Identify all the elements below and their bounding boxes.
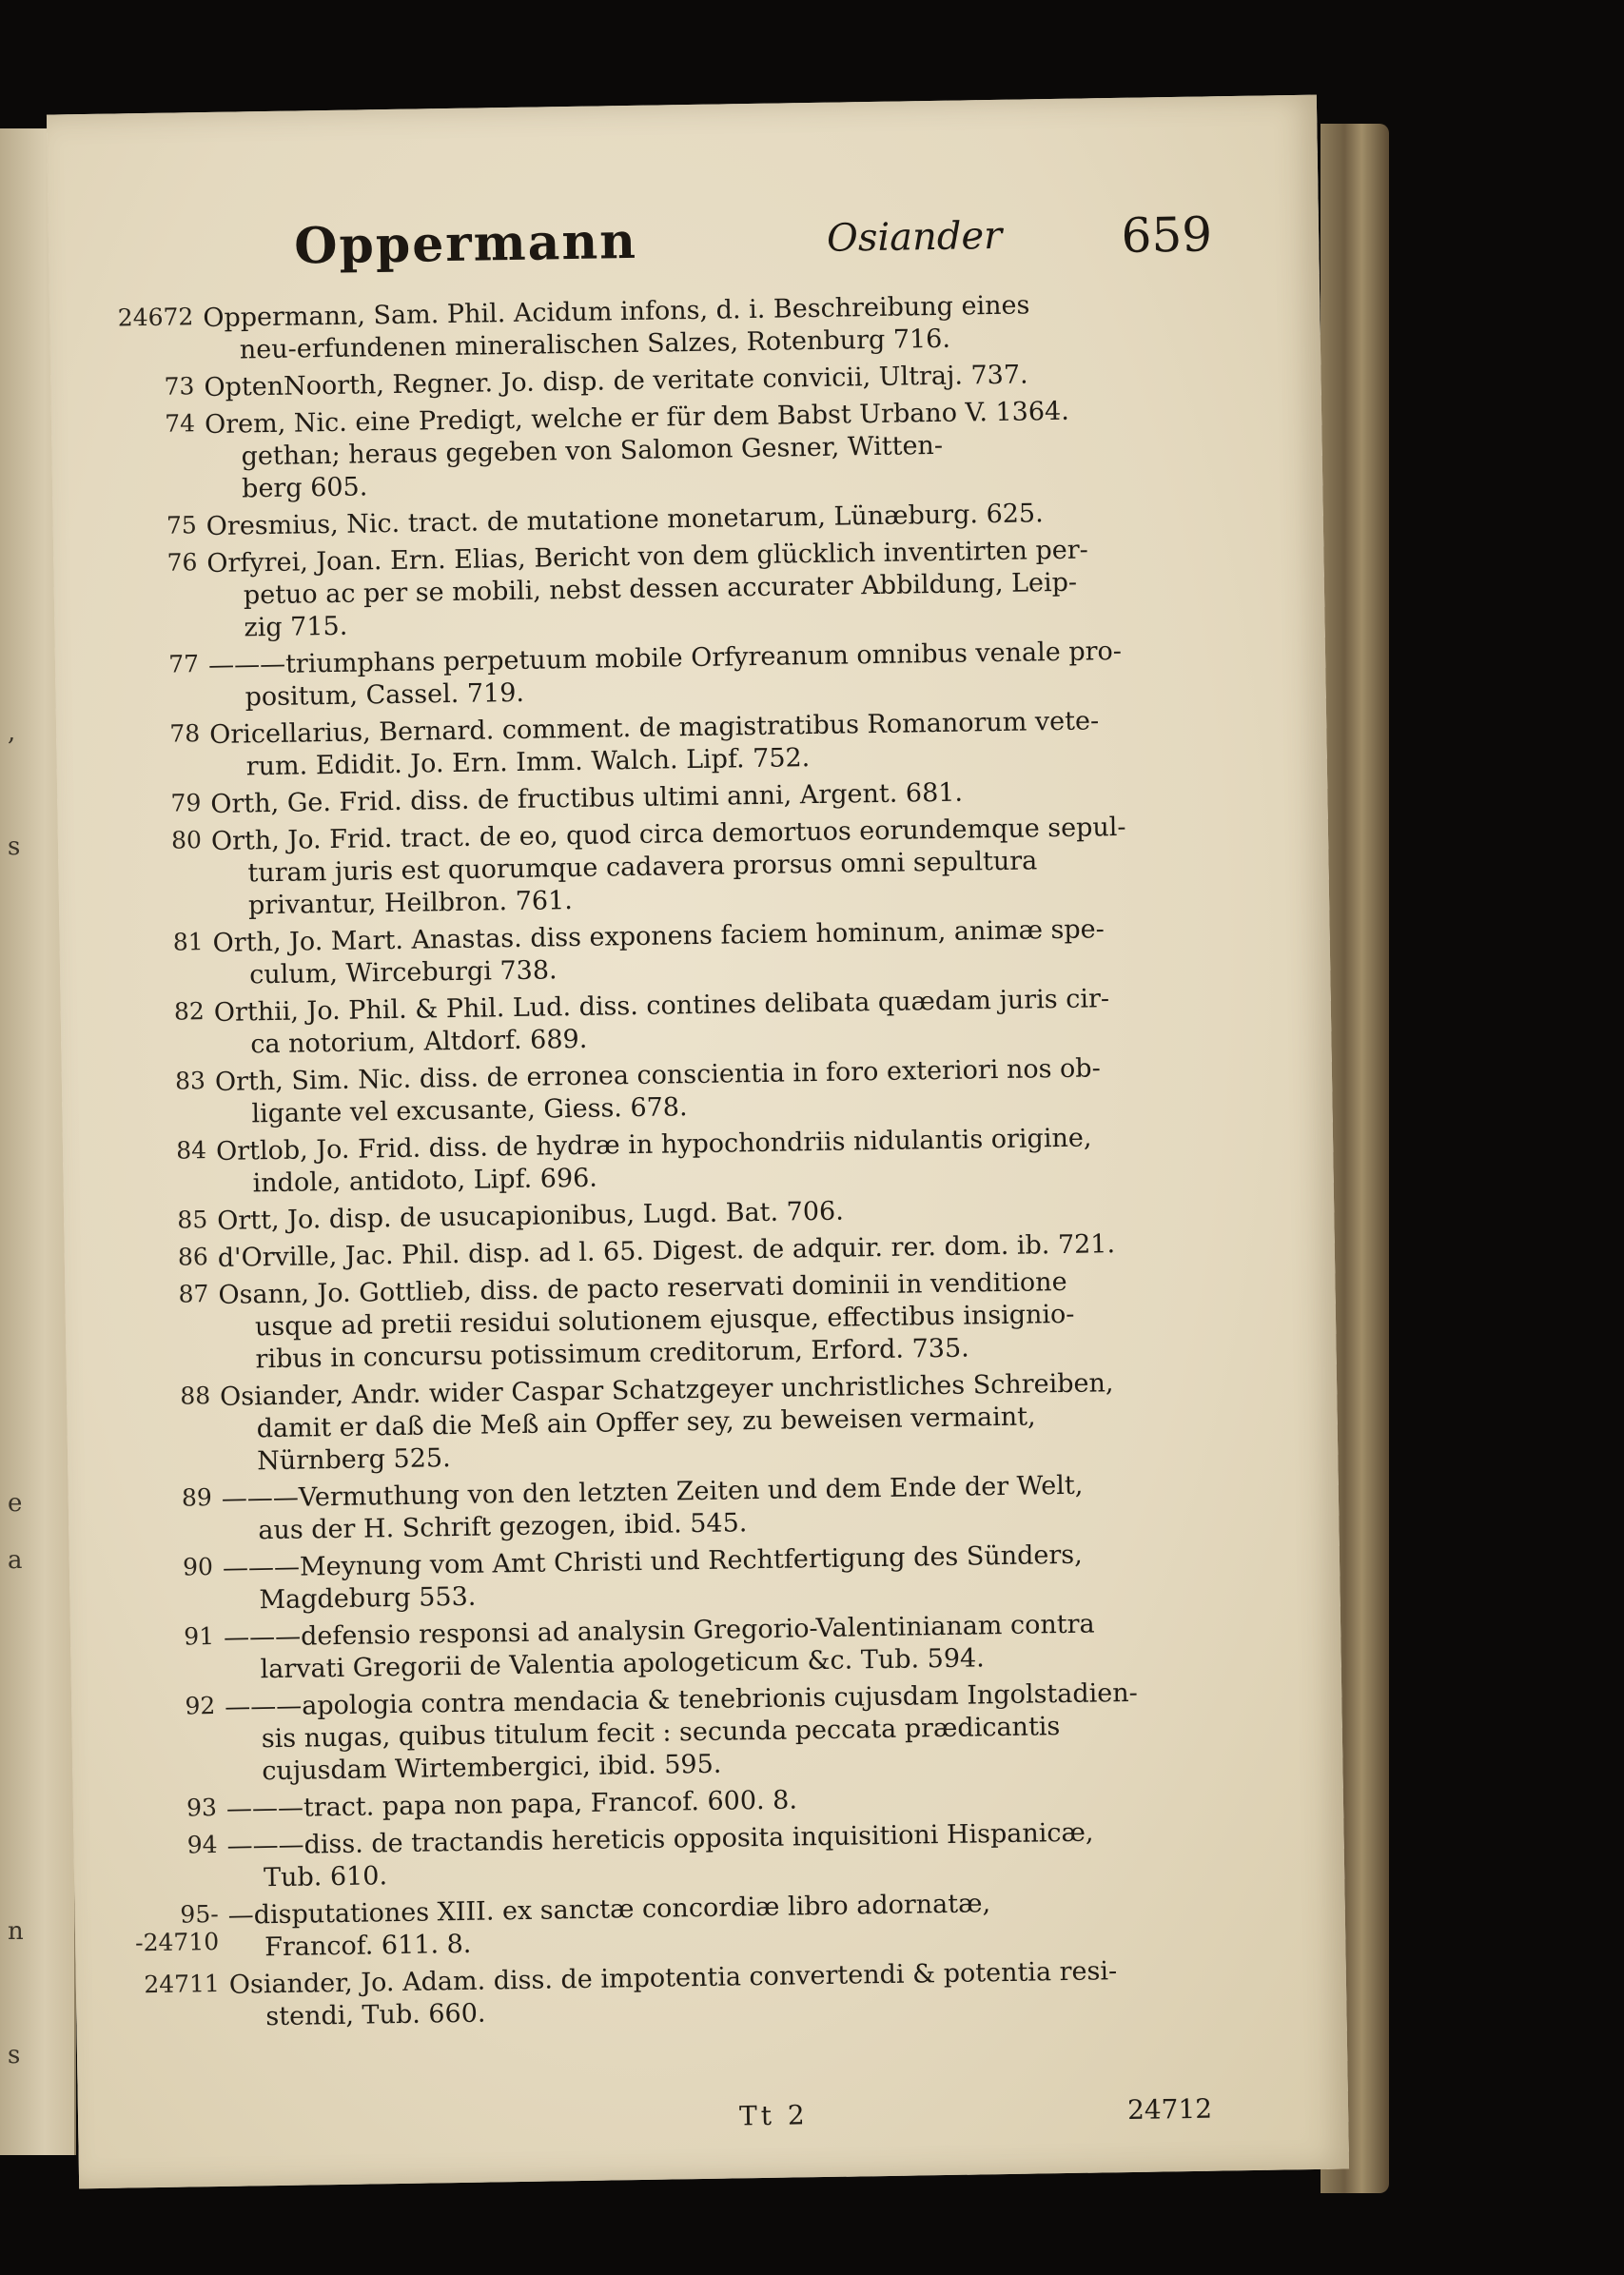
entry-text [215,1050,1260,1131]
entry-line: ribus in concursu potissimum creditorum, Erford. 735. [255,1333,969,1375]
entry-number: 24672 [117,303,194,332]
entry-line: Tub. 610. [263,1861,388,1893]
entry-line: Ortlob, Jo. Frid. diss. de hydræ in hypochondriis nidulantis origine, [215,1123,1092,1167]
entry-line: Oricellarius, Bernard. comment. de magistratibus Romanorum vete- [208,706,1100,751]
entry-number: 92 [185,1692,216,1720]
entry-number: 88 [180,1382,211,1410]
entry-text [216,1120,1261,1201]
entry-number: 93 [186,1794,218,1822]
page-number: 659 [1121,206,1213,264]
entry-text [229,1953,1274,2034]
entry-number: 80 [170,826,203,854]
entry-number: 89 [181,1483,213,1512]
entry-text [223,1537,1267,1618]
entry-line: zig 715. [244,611,348,643]
entry-text [211,810,1256,923]
entry-line: Orth, Ge. Frid. diss. de fructibus ultimi anni, Argent. 681. [210,777,964,819]
entry-line: ———apologia contra mendacia & tenebrionis cujusdam Ingolstadien- [225,1677,1139,1722]
signature-mark: Tt 2 [738,2099,809,2132]
entry-number: 76 [166,548,198,577]
catchword: 24712 [1126,2092,1213,2127]
entry-text [212,912,1257,992]
entry-line: privantur, Heilbron. 761. [247,886,574,921]
entry-number: 73 [164,372,195,401]
entry-number: 94 [186,1831,218,1859]
entry-number: 87 [178,1280,209,1308]
catalog-entry [134,1884,1272,1967]
entry-number: 85 [177,1206,208,1234]
entry-line: Osiander, Andr. wider Caspar Schatzgeyer unchristliches Schreiben, [219,1368,1114,1412]
catalog-entry [136,1953,1274,2036]
left-page-mark: n [8,1917,24,1946]
entry-line: Nürnberg 525. [256,1443,451,1477]
entry-text [227,1884,1272,1965]
page-footer [138,2092,1275,2148]
entry-line: ———defensio responsi ad analysin Gregorio-Valentinianam contra [223,1609,1095,1653]
left-page-mark: s [8,833,21,861]
entry-text [214,981,1259,1062]
entry-line: damit er daß die Meß ain Opffer sey, zu beweisen vermaint, [256,1402,1036,1444]
entry-text [203,286,1247,367]
running-head-center: Osiander [826,213,1003,261]
catalog-entry [115,634,1253,716]
entry-line: Oresmius, Nic. tract. de mutatione monetarum, Lünæburg. 625. [205,499,1044,542]
entry-line: neu-erfundenen mineralischen Salzes, Rotenburg 716. [239,324,951,365]
entry-line: Osann, Jo. Gottlieb, diss. de pacto reservati dominii in venditione [218,1266,1067,1310]
entry-line: ———diss. de tractandis hereticis opposita inquisitioni Hispanicæ, [226,1817,1094,1861]
catalog-entry [111,393,1249,508]
entry-number: 90 [182,1553,214,1581]
entry-number: 75 [166,511,197,539]
entry-text [208,634,1253,715]
entry-number: 82 [173,997,205,1026]
entry-line: sis nugas, quibus titulum fecit : secunda peccata prædicantis [261,1712,1061,1755]
entry-text [222,1467,1266,1548]
book-page [47,95,1349,2189]
entry-text [205,393,1249,506]
entry-line: usque ad pretii residui solutionem ejusque, effectibus insignio- [254,1299,1075,1343]
entry-number: 83 [174,1067,206,1095]
catalog-entry [121,981,1259,1064]
entry-line: d'Orville, Jac. Phil. disp. ad l. 65. Digest. de adquir. rer. dom. ib. 721. [217,1229,1116,1273]
entry-line: ———triumphans perpetuum mobile Orfyreanum omnibus venale pro- [207,636,1123,681]
left-page-mark: e [8,1489,23,1518]
entry-text [225,1676,1269,1789]
left-page-mark: , [8,718,16,747]
entry-line: OptenNoorth, Regner. Jo. disp. de veritate convicii, Ultraj. 737. [204,360,1028,403]
entry-line: Orfyrei, Joan. Ern. Elias, Bericht von dem glücklich inventirten per- [206,535,1089,579]
entry-line: ligante vel excusante, Giess. 678. [251,1092,688,1129]
catalog-entry [122,1050,1260,1133]
catalog-entry [116,703,1254,786]
entry-line: larvati Gregorii de Valentia apologeticum &c. Tub. 594. [260,1643,986,1685]
catalog-entry [129,1537,1267,1619]
entry-number: 74 [165,409,196,438]
entry-text [206,532,1251,645]
catalog-entry [119,912,1257,994]
catalog-entry [123,1120,1261,1203]
catalog-entry [118,810,1256,925]
entry-number: 79 [170,789,202,817]
entry-text [218,1264,1262,1377]
entry-number: 86 [177,1243,209,1271]
entry-line: ———tract. papa non papa, Francof. 600. 8. [225,1785,798,1824]
catalog-entries [109,286,1274,2041]
entry-text [220,1365,1264,1479]
left-page-mark: s [8,2041,21,2069]
entry-line: Osiander, Jo. Adam. diss. de impotentia convertendi & potentia resi- [228,1956,1118,2000]
entry-line: rum. Edidit. Jo. Ern. Imm. Walch. Lipf. 752. [245,743,811,782]
entry-line: Francof. 611. 8. [264,1929,472,1963]
entry-line: culum, Wirceburgi 738. [248,955,558,990]
entry-text [224,1606,1268,1687]
entry-line: ———Vermuthung von den letzten Zeiten und dem Ende der Welt, [221,1470,1084,1514]
entry-line: berg 605. [241,472,368,504]
entry-number: 95--24710 [134,1900,220,1957]
entry-line: ca notorium, Altdorf. 689. [250,1024,588,1060]
entry-line: positum, Cassel. 719. [245,677,525,713]
entry-number: 81 [172,928,204,956]
catalog-entry [133,1814,1271,1897]
catalog-entry [113,532,1251,647]
entry-text [226,1814,1271,1895]
entry-number: 24711 [144,1970,221,1999]
entry-line: petuo ac per se mobili, nebst dessen accurater Abbildung, Leip- [243,567,1078,611]
entry-line: Orem, Nic. eine Predigt, welche er für dem Babst Urbano V. 1364. [204,396,1070,441]
catalog-entry [131,1676,1269,1791]
catalog-entry [109,286,1247,369]
entry-text [209,703,1254,784]
left-page-mark: a [8,1546,23,1575]
entry-line: Orth, Sim. Nic. diss. de erronea conscientia in foro exteriori nos ob- [214,1053,1101,1097]
entry-number: 78 [169,719,201,748]
catalog-entry [130,1606,1268,1689]
entry-line: aus der H. Schrift gezogen, ibid. 545. [258,1508,748,1546]
entry-number: 84 [176,1136,207,1165]
entry-line: indole, antidoto, Lipf. 696. [252,1163,598,1199]
entry-line: Orthii, Jo. Phil. & Phil. Lud. diss. contines delibata quædam juris cir- [213,984,1110,1028]
entry-line: turam juris est quorumque cadavera prorsus omni sepultura [247,846,1038,889]
entry-line: ———Meynung vom Amt Christi und Rechtfertigung des Sünders, [222,1540,1083,1583]
entry-line: gethan; heraus gegeben von Salomon Gesner, Witten- [241,430,944,472]
entry-number: 77 [168,650,200,678]
running-head-left: Oppermann [293,211,638,276]
catalog-entry [128,1467,1266,1550]
entry-line: Magdeburg 553. [259,1581,477,1616]
entry-line: cujusdam Wirtembergici, ibid. 595. [262,1749,722,1787]
entry-line: Orth, Jo. Frid. tract. de eo, quod circa demortuos eorundemque sepul- [210,812,1126,856]
entry-line: Ortt, Jo. disp. de usucapionibus, Lugd. Bat. 706. [217,1196,845,1236]
catalog-entry [125,1264,1262,1379]
entry-number: 91 [184,1622,215,1651]
entry-line: —disputationes XIII. ex sanctæ concordiæ libro adornatæ, [227,1889,991,1931]
entry-line: Oppermann, Sam. Phil. Acidum infons, d. i. Beschreibung eines [203,290,1030,334]
running-head [294,203,1213,284]
catalog-entry [127,1365,1264,1481]
entry-line: stendi, Tub. 660. [265,1998,486,2032]
entry-line: Orth, Jo. Mart. Anastas. diss exponens faciem hominum, animæ spe- [212,914,1105,958]
